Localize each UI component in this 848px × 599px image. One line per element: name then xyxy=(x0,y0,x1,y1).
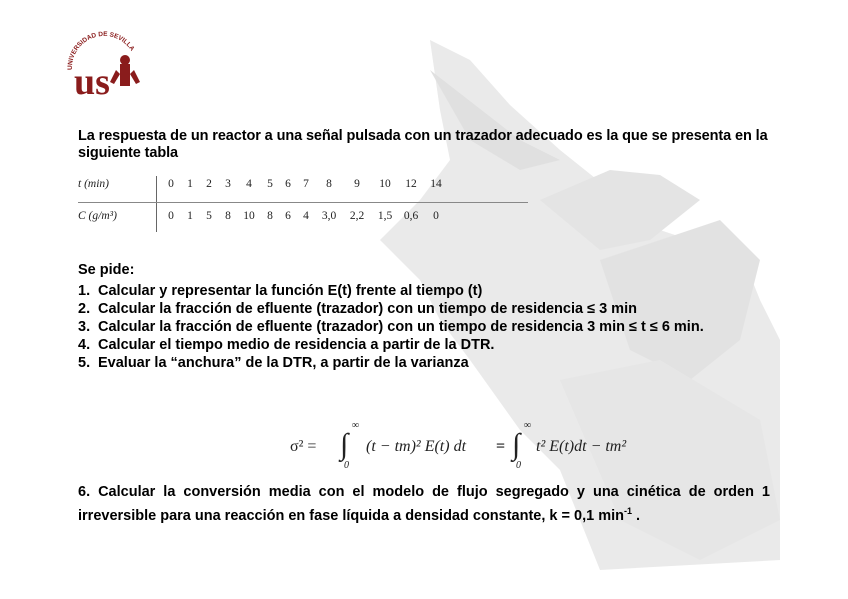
item-6-end: . xyxy=(632,507,641,524)
table-cell: 4 xyxy=(246,178,252,190)
table-cell: 1 xyxy=(187,210,193,222)
item-text: Calcular el tiempo medio de residencia a partir de la DTR. xyxy=(98,337,495,353)
list-item xyxy=(78,300,778,318)
item-6-exponent: -1 xyxy=(623,506,632,516)
table-cell: 0,6 xyxy=(403,210,419,222)
table-cell: 3,0 xyxy=(321,210,337,222)
intro-paragraph: La respuesta de un reactor a una señal pulsada con un trazador adecuado es la que se presenta en la siguiente tabla xyxy=(78,128,768,161)
item-text: Calcular y representar la función E(t) frente al tiempo (t) xyxy=(98,283,483,299)
integral-lower-limit: 0 xyxy=(516,460,521,471)
item-number: 5. xyxy=(78,355,91,371)
table-cell: 6 xyxy=(285,178,291,190)
data-table xyxy=(78,176,528,234)
table-cell: 6 xyxy=(285,210,291,222)
table-cell: 1,5 xyxy=(377,210,393,222)
integral-sign-icon: ∫ xyxy=(512,428,521,461)
table-cell: 8 xyxy=(267,210,273,222)
list-item xyxy=(78,354,778,372)
table-cell: 3 xyxy=(225,178,231,190)
table-cell: 0 xyxy=(433,210,439,222)
integral-upper-limit: ∞ xyxy=(524,420,532,431)
list-item xyxy=(78,318,758,336)
item-6-paragraph xyxy=(78,483,770,526)
integral-lower-limit: 0 xyxy=(344,460,349,471)
item-6-text: 6. Calcular la conversión media con el modelo de flujo segregado y una cinética de orden 1 irreversible para una reacción en fase líquida a densidad constante, k = 0,1 min xyxy=(78,484,770,524)
formula-equals: = xyxy=(496,438,506,455)
item-number: 4. xyxy=(78,337,91,353)
table-cell: 5 xyxy=(206,210,212,222)
item-text: Evaluar la “anchura” de la DTR, a partir de la varianza xyxy=(98,355,469,371)
row-header-t: t (min) xyxy=(78,178,109,190)
table-cell: 14 xyxy=(430,178,442,190)
svg-text:UNIVERSIDAD DE SEVILLA: UNIVERSIDAD DE SEVILLA xyxy=(66,30,136,71)
table-cell: 10 xyxy=(379,178,391,190)
integral-upper-limit: ∞ xyxy=(352,420,360,431)
item-number: 1. xyxy=(78,283,91,299)
table-cell: 5 xyxy=(267,178,273,190)
formula-term2: t² E(t)dt − tm² xyxy=(536,438,627,455)
university-logo xyxy=(62,30,146,102)
table-row-c xyxy=(78,210,528,230)
table-cell: 2,2 xyxy=(349,210,365,222)
integral-sign-icon: ∫ xyxy=(340,428,349,461)
table-cell: 2 xyxy=(206,178,212,190)
formula-sigma: σ² = xyxy=(290,438,317,455)
table-cell: 7 xyxy=(303,178,309,190)
table-cell: 12 xyxy=(405,178,417,190)
table-cell: 9 xyxy=(354,178,360,190)
item-number: 2. xyxy=(78,301,91,317)
table-cell: 4 xyxy=(303,210,309,222)
formula-term1: (t − tm)² E(t) dt xyxy=(366,438,467,455)
se-pide-heading: Se pide: xyxy=(78,262,135,278)
list-item xyxy=(78,282,778,300)
table-cell: 8 xyxy=(225,210,231,222)
table-cell: 1 xyxy=(187,178,193,190)
table-row-t xyxy=(78,178,528,198)
table-horizontal-divider xyxy=(78,202,528,203)
table-cell: 8 xyxy=(326,178,332,190)
svg-text:us: us xyxy=(74,61,110,102)
item-number: 3. xyxy=(78,319,91,335)
task-list xyxy=(78,282,778,372)
item-text: Calcular la fracción de efluente (trazador) con un tiempo de residencia ≤ 3 min xyxy=(98,301,637,317)
list-item xyxy=(78,336,778,354)
table-cell: 10 xyxy=(243,210,255,222)
variance-formula xyxy=(290,418,650,474)
table-cell: 0 xyxy=(168,210,174,222)
row-header-c: C (g/m³) xyxy=(78,210,117,222)
item-text: Calcular la fracción de efluente (trazador) con un tiempo de residencia 3 min ≤ t ≤ 6 min. xyxy=(98,319,704,335)
table-cell: 0 xyxy=(168,178,174,190)
